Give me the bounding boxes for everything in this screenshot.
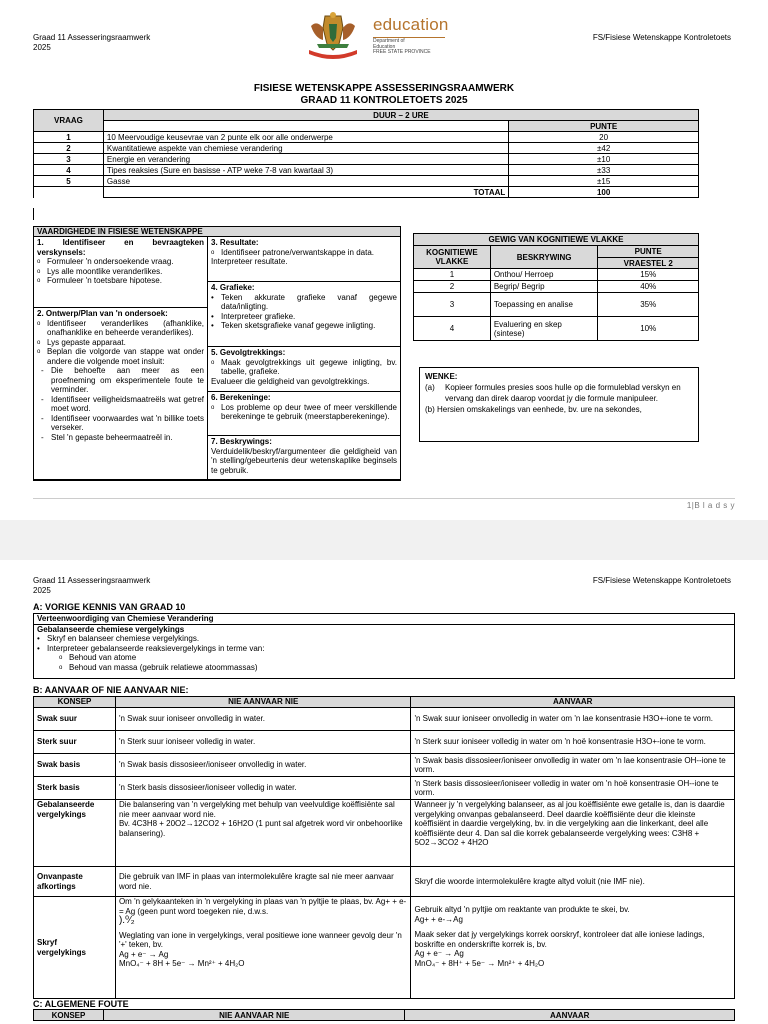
list-item: o Behoud van massa (gebruik relatiewe atoommassas) [59,663,731,673]
row-description: Tipes reaksies (Sure en basisse - ATP weke 7-8 van kwartaal 3) [103,165,508,176]
accepted-cell: 'n Sterk basis dissosieer/ioniseer volledig in water om 'n hoë konsentrasie OH--ione te vorm. [411,777,735,800]
concept-cell [34,800,116,867]
skill-5 [207,346,401,392]
cog-level: 4 [414,317,491,341]
row-number: 4 [34,165,104,176]
row-points: ±15 [509,176,699,187]
row-points: ±10 [509,154,699,165]
list-item: • Interpreteer gebalanseerde reaksievergelykings in terme van: [37,644,731,654]
row-description: Energie en verandering [103,154,508,165]
skill-3-title: 3. Resultate: [211,238,259,247]
accepted-cell: 'n Swak suur ioniseer onvolledig in water om 'n lae konsentrasie H3O+-ione te vorm. [411,708,735,731]
cell-line: Ag + e⁻ → Ag [414,949,464,958]
cell-line: ).⁰⁄₂ [118,915,135,926]
list-item: o Formuleer 'n toetsbare hipotese. [37,276,204,286]
cog-header-punte: PUNTE [598,246,699,258]
list-item: - Die behoefte aan meer as een proefneming om eksperimentele foute te verminder. [41,366,204,395]
section-c-title: C: ALGEMENE FOUTE [33,999,129,1009]
table-row [34,154,699,165]
cell-line: Maak seker dat jy vergelykings korrek oorskryf, kontroleer dat alle ioniese ladings, boskrifte en onderskrifte korrek is, bv. [414,930,705,949]
section-a-heading: Verteenwoordiging van Chemiese Verandering [34,614,734,625]
tip-a-text: Kopieer formules presies soos hulle op die formuleblad verskyn en vervang dan direk daarop voordat jy die formule manipuleer. [445,383,681,403]
total-label: TOTAAL [103,187,508,198]
page-number: 1|B l a d s y [686,501,735,510]
cog-pct: 10% [598,317,699,341]
skill-4-title: 4. Grafieke: [211,283,255,292]
concept-cell [34,897,116,999]
concept-cell: Swak basis [34,754,116,777]
not-accepted-cell: 'n Swak suur ioniseer onvolledig in water. [115,708,411,731]
row-number: 3 [34,154,104,165]
logo-subtitle [373,39,431,56]
concept-line: Onvanpaste [37,872,83,881]
skill-2 [33,307,208,481]
not-accepted-cell [115,897,411,999]
header-right-p2: FS/Fisiese Wetenskappe Kontroletoets [592,576,731,585]
tip-b: (b) Hersien omskakelings van eenhede, bv. ure na sekondes, [425,405,642,414]
concept-line: vergelykings [37,809,86,819]
table-row [34,731,735,754]
cog-header-vraestel: VRAESTEL 2 [598,258,699,269]
table-row [34,708,735,731]
row-points: ±33 [509,165,699,176]
question-table [33,109,699,198]
cog-desc: Begrip/ Begrip [490,281,598,293]
row-points: ±42 [509,143,699,154]
list-item: o Identifiseer patrone/verwantskappe in data. [211,248,397,258]
cog-level: 3 [414,293,491,317]
section-b-title: B: AANVAAR OF NIE AANVAAR NIE: [33,685,189,695]
cell-line: Ag + e⁻ → Ag [118,949,169,959]
tip-a [425,382,693,404]
skill-7-text: Verduidelik/beskryf/argumenteer die geldigheid van 'n stelling/gebeurtenis deur wetenskaplike beginsels te gebruik. [211,446,397,475]
table-row [414,281,699,293]
concept-cell [34,867,116,897]
accepted-cell: 'n Sterk suur ioniseer volledig in water om 'n hoë konsentrasie H3O+-ione te vorm. [411,731,735,754]
list-item: o Identifiseer veranderlikes (afhanklike, onafhanklike en beheerde veranderlikes). [37,319,204,338]
cell-line: Om 'n gelykaanteken in 'n vergelyking in plaas van 'n pyltjie te plaas, bv. Ag+ + e- = Ag (geen punt word toegeken nie, d.w.s. [118,897,407,916]
skill-7-title: 7. Beskrywings: [211,437,272,446]
cell-line: Weglating van ione in vergelykings, veral positiewe ione wanneer gevolg deur 'n '+' teken, bv. [118,930,402,949]
logo-wordmark: education [373,15,449,34]
skill-4 [207,281,401,347]
not-accepted-cell [115,800,411,867]
header-punte: PUNTE [509,121,699,132]
cell-line: Die balansering van 'n vergelyking met behulp van veelvuldige koëffisiënte sal nie meer aanvaar word nie. [118,800,395,819]
skill-1 [33,236,208,308]
list-item: o Lys gepaste apparaat. [37,338,204,348]
section-a-subheading: Gebalanseerde chemiese vergelykings [37,624,185,634]
list-item: • Teken sketsgrafieke vanaf gegewe inligting. [211,321,397,331]
cog-pct: 15% [598,269,699,281]
cog-pct: 40% [598,281,699,293]
cog-desc: Onthou/ Herroep [490,269,598,281]
skills-box [33,226,401,480]
concept-cell: Sterk suur [34,731,116,754]
list-item: o Behoud van atome [59,653,731,663]
accepted-cell: 'n Swak basis dissosieer/ioniseer onvolledig in water om 'n lae konsentrasie OH--ione te vorm. [411,754,735,777]
concept-cell: Swak suur [34,708,116,731]
accepted-cell: Skryf die woorde intermolekulêre kragte altyd voluit (nie IMF nie). [411,867,735,897]
table-row [34,132,699,143]
cog-pct: 35% [598,293,699,317]
header-blank [103,121,508,132]
row-description: Kwantitatiewe aspekte van chemiese verandering [103,143,508,154]
logo-sub3: FREE STATE PROVINCE [373,49,431,55]
total-blank [34,187,104,198]
skills-title: VAARDIGHEDE IN FISIESE WETENSKAPPE [34,227,400,237]
list-item: o Lys alle moontlike veranderlikes. [37,267,204,277]
header-right: FS/Fisiese Wetenskappe Kontroletoets [592,33,731,42]
header-left-p2 [33,576,150,596]
row-description: Gasse [103,176,508,187]
skill-1-list [37,257,204,286]
table-row [34,143,699,154]
accepted-cell [411,897,735,999]
title-line2: GRAAD 11 KONTROLETOETS 2025 [300,95,468,106]
header-left-line2: 2025 [33,586,51,595]
header-nie: NIE AANVAAR NIE [103,1010,405,1021]
skill-7 [207,435,401,481]
row-number: 2 [34,143,104,154]
header-left [33,33,150,53]
header-duur: DUUR – 2 URE [103,110,698,121]
cog-header-level: KOGNITIEWE VLAKKE [414,246,491,269]
cell-line: Bv. 4C3H8 + 20O2→12CO2 + 16H2O (1 punt sal afgetrek word vir onbehoorlike balansering). [118,819,403,838]
list-item: • Skryf en balanseer chemiese vergelykings. [37,634,731,644]
coat-of-arms-icon [303,10,363,60]
skill-2-title: 2. Ontwerp/Plan van 'n ondersoek: [37,309,168,318]
skill-4-list [211,293,397,331]
list-item: o Beplan die volgorde van stappe wat onder andere die volgende moet insluit: [37,347,204,366]
tips-box [419,367,699,442]
row-points: 20 [509,132,699,143]
skill-3-text: Interpreteer resultate. [211,257,288,266]
skill-6-title: 6. Berekeninge: [211,393,271,402]
not-accepted-cell: Die gebruik van IMF in plaas van intermolekulêre kragte sal nie meer aanvaar word nie. [115,867,411,897]
table-row [34,754,735,777]
header-left-line2: 2025 [33,43,51,52]
header-nie: NIE AANVAAR NIE [115,697,411,708]
cog-header-desc: BESKRYWING [490,246,598,269]
not-accepted-cell: 'n Sterk suur ioniseer volledig in water. [115,731,411,754]
table-row [34,176,699,187]
concept-line: afkortings [37,881,76,891]
list-item: - Identifiseer veiligheidsmaatreëls wat getref moet word. [41,395,204,414]
page-title [0,83,768,107]
skill-6 [207,391,401,436]
cell-line: MnO₄⁻ + 8H + 5e⁻ → Mn²⁺ + 4H₂O [118,959,245,968]
header-left-line1: Graad 11 Assesseringsraamwerk [33,33,151,42]
table-tail-line [33,208,34,220]
table-row [34,800,735,867]
list-item: o Maak gevolgtrekkings uit gegewe inligting, bv. tabelle, grafieke. [211,358,397,377]
tips-title: WENKE: [425,372,458,381]
logo-sub1: Department of [373,38,405,44]
accept-table [33,696,735,999]
section-a-list [37,634,731,653]
skill-2-sublist [41,366,204,442]
accepted-cell: Wanneer jy 'n vergelyking balanseer, as al jou koëffisiënte ewe getalle is, dan is daardie vergelyking onvanpas gebalanseerd. Deel daardie koëffisiënte deur die kleinste koëffisiënt in daardie vergelyking, bv. in die vergelyking aan die linkerkant, deel alle koëffisiënte deur 4. Dan sal die korrek gebalanseerde vergelyking wees: C3H8 + 5O2→3CO2 + 4H2O [411,800,735,867]
education-logo [303,10,453,60]
skill-3 [207,236,401,282]
table-row [34,897,735,999]
concept-line: Gebalanseerde [37,800,95,809]
table-row [34,867,735,897]
concept-cell: Sterk basis [34,777,116,800]
title-line1: FISIESE WETENSKAPPE ASSESSERINGSRAAMWERK [253,83,515,94]
header-aanvaar: AANVAAR [411,697,735,708]
header-konsep: KONSEP [34,1010,104,1021]
total-row [34,187,699,198]
table-row [34,777,735,800]
list-item: - Identifiseer voorwaardes wat 'n billike toets verseker. [41,414,204,433]
table-row [414,269,699,281]
logo-sub2: Education [373,43,396,50]
skill-3-list [211,248,397,258]
section-a-title: A: VORIGE KENNIS VAN GRAAD 10 [33,602,186,612]
section-a-sublist [59,653,731,672]
table-row [414,293,699,317]
row-number: 1 [34,132,104,143]
list-item: o Los probleme op deur twee of meer verskillende berekeninge te gebruik (meerstapberekeninge). [211,403,397,422]
page-2 [0,560,768,1024]
cog-title: GEWIG VAN KOGNITIEWE VLAKKE [414,234,699,246]
list-item: • Teken akkurate grafieke vanaf gegewe data/inligting. [211,293,397,312]
footer-rule [33,498,735,499]
not-accepted-cell: 'n Sterk basis dissosieer/ioniseer volledig in water. [115,777,411,800]
table-row [414,317,699,341]
header-aanvaar: AANVAAR [405,1010,735,1021]
tip-a-label: (a) [425,383,435,392]
skill-5-list [211,358,397,377]
section-a-box [33,613,735,679]
cog-level: 1 [414,269,491,281]
list-item: • Interpreteer grafieke. [211,312,397,322]
concept-line: Skryf [37,938,58,947]
cell-line: Gebruik altyd 'n pyltjie om reaktante van produkte te skei, bv. [414,905,630,914]
concept-line: vergelykings [37,947,86,957]
total-value: 100 [509,187,699,198]
skill-5-text: Evalueer die geldigheid van gevolgtrekkings. [211,376,370,386]
list-item: - Stel 'n gepaste beheermaatreël in. [41,433,204,443]
skill-5-title: 5. Gevolgtrekkings: [211,348,286,357]
skill-1-title: 1. Identifiseer en bevraagteken verskynsels: [37,238,204,257]
cog-desc: Toepassing en analise [490,293,598,317]
table-row [34,165,699,176]
cell-line: MnO₄⁻ + 8H⁺ + 5e⁻ → Mn²⁺ + 4H₂O [414,958,545,968]
header-vraag: VRAAG [34,110,104,132]
cog-desc: Evaluering en skep (sintese) [490,317,598,341]
list-item: o Formuleer 'n ondersoekende vraag. [37,257,204,267]
skill-6-list [211,403,397,422]
errors-table [33,1009,735,1021]
cog-level: 2 [414,281,491,293]
cell-line: Ag+ + e-→Ag [414,914,463,924]
cognitive-table [413,233,699,341]
header-konsep: KONSEP [34,697,116,708]
header-left-line1: Graad 11 Assesseringsraamwerk [33,576,151,585]
row-number: 5 [34,176,104,187]
not-accepted-cell: 'n Swak basis dissosieer/ioniseer onvolledig in water. [115,754,411,777]
row-description: 10 Meervoudige keusevrae van 2 punte elk oor alle onderwerpe [103,132,508,143]
skill-2-list [37,319,204,367]
